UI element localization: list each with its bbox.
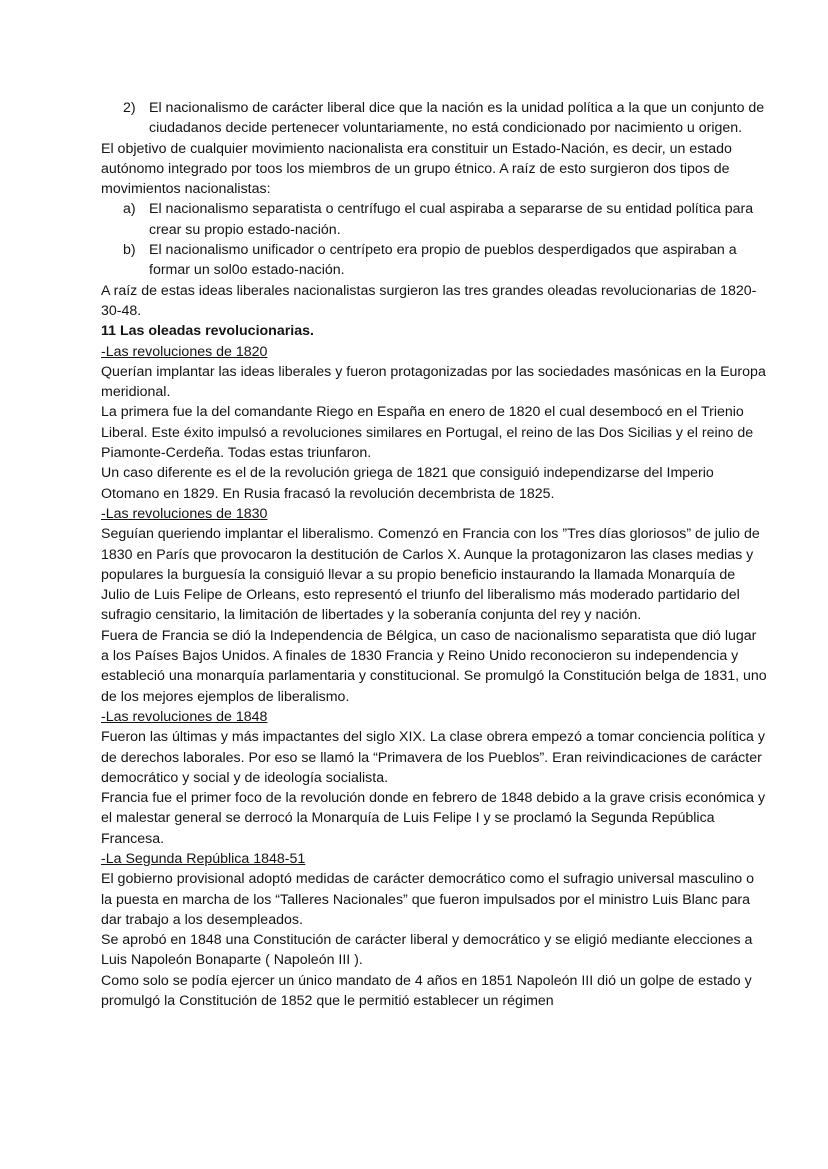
list-item-text: El nacionalismo separatista o centrífugo el cual aspiraba a separarse de su entidad política para crear su propio estado-nación. (149, 201, 754, 238)
paragraph-raiz: A raíz de estas ideas liberales nacionalistas surgieron las tres grandes oleadas revolucionarias de 1820-30-48. (101, 282, 757, 319)
paragraph-1820-c: Un caso diferente es el de la revolución griega de 1821 que consiguió independizarse del Imperio Otomano en 1829. En Rusia fracasó la revolución decembrista de 1825. (101, 465, 714, 502)
subheading-1848: -Las revoluciones de 1848 (101, 708, 268, 725)
subheading-1830: -Las revoluciones de 1830 (101, 505, 268, 522)
paragraph-objetivo: El objetivo de cualquier movimiento nacionalista era constituir un Estado-Nación, es decir, un estado autónomo integrado por toos los miembros de un grupo étnico. A raíz de esto surgieron dos tipos de movimientos nacionalistas: (101, 140, 732, 198)
paragraph-1830-a: Seguían queriendo implantar el liberalismo. Comenzó en Francia con los ”Tres días gloriosos” de julio de 1830 en París que provocaron la destitución de Carlos X. Aunque la protagonizaron las clases medias y populares la burguesía la consiguió llevar a su propio beneficio instaurando la llamada Monarquía de Julio de Luis Felipe de Orleans, esto representó el triunfo del liberalismo más moderado partidario del sufragio censitario, la limitación de libertades y la soberanía conjunta del rey y nación. (101, 526, 760, 624)
list-item (101, 199, 768, 240)
list-item (101, 240, 768, 281)
list-item-text: El nacionalismo de carácter liberal dice que la nación es la unidad política a la que un conjunto de ciudadanos decide pertenecer voluntariamente, no está condicionado por nacimiento u origen. (149, 100, 765, 137)
subheading-segunda-republica: -La Segunda República 1848-51 (101, 850, 306, 867)
list-marker: b) (123, 242, 136, 259)
paragraph-republica-c: Como solo se podía ejercer un único mandato de 4 años en 1851 Napoleón III dió un golpe de estado y promulgó la Constitución de 1852 que le permitió establecer un régimen (101, 972, 752, 1010)
paragraph-1848-b: Francia fue el primer foco de la revolución donde en febrero de 1848 debido a la grave crisis económica y el malestar general se derrocó la Monarquía de Luis Felipe I y se proclamó la Segunda República Francesa. (101, 790, 766, 847)
paragraph-1820-b: La primera fue la del comandante Riego en España en enero de 1820 el cual desembocó en el Trienio Liberal. Este éxito impulsó a revoluciones similares en Portugal, el reino de las Dos Sicilias y el reino de Piamonte-Cerdeña. Todas estas triunfaron. (101, 404, 754, 462)
list-item-text: El nacionalismo unificador o centrípeto era propio de pueblos desperdigados que aspiraban a formar un sol0o estado-nación. (149, 242, 737, 279)
paragraph-republica-b: Se aprobó en 1848 una Constitución de carácter liberal y democrático y se eligió mediante elecciones a Luis Napoleón Bonaparte ( Napoleón III ). (101, 932, 753, 969)
section-title: 11 Las oleadas revolucionarias. (101, 323, 314, 340)
list-item (101, 98, 768, 139)
list-marker: a) (123, 201, 136, 218)
paragraph-republica-a: El gobierno provisional adoptó medidas de carácter democrático como el sufragio universal masculino o la puesta en marcha de los “Talleres Nacionales” que fueron impulsados por el ministro Luis Blanc para dar trabajo a los desempleados. (101, 871, 754, 928)
paragraph-1848-a: Fueron las últimas y más impactantes del siglo XIX. La clase obrera empezó a tomar conciencia política y de derechos laborales. Por eso se llamó la “Primavera de los Pueblos”. Eran reivindicaciones de carácter democrático y social y de ideología socialista. (101, 729, 765, 786)
intro-list (101, 98, 768, 139)
list-marker: 2) (123, 100, 136, 116)
types-list (101, 199, 768, 280)
subheading-1820: -Las revoluciones de 1820 (101, 343, 268, 360)
paragraph-1820-a: Querían implantar las ideas liberales y fueron protagonizadas por las sociedades masónicas en la Europa meridional. (101, 363, 766, 401)
paragraph-1830-b: Fuera de Francia se dió la Independencia de Bélgica, un caso de nacionalismo separatista que dió lugar a los Países Bajos Unidos. A finales de 1830 Francia y Reino Unido reconocieron su independencia y estableció una monarquía parlamentaria y constitucional. Se promulgó la Constitución belga de 1831, uno de los mejores ejemplos de liberalismo. (101, 627, 767, 705)
